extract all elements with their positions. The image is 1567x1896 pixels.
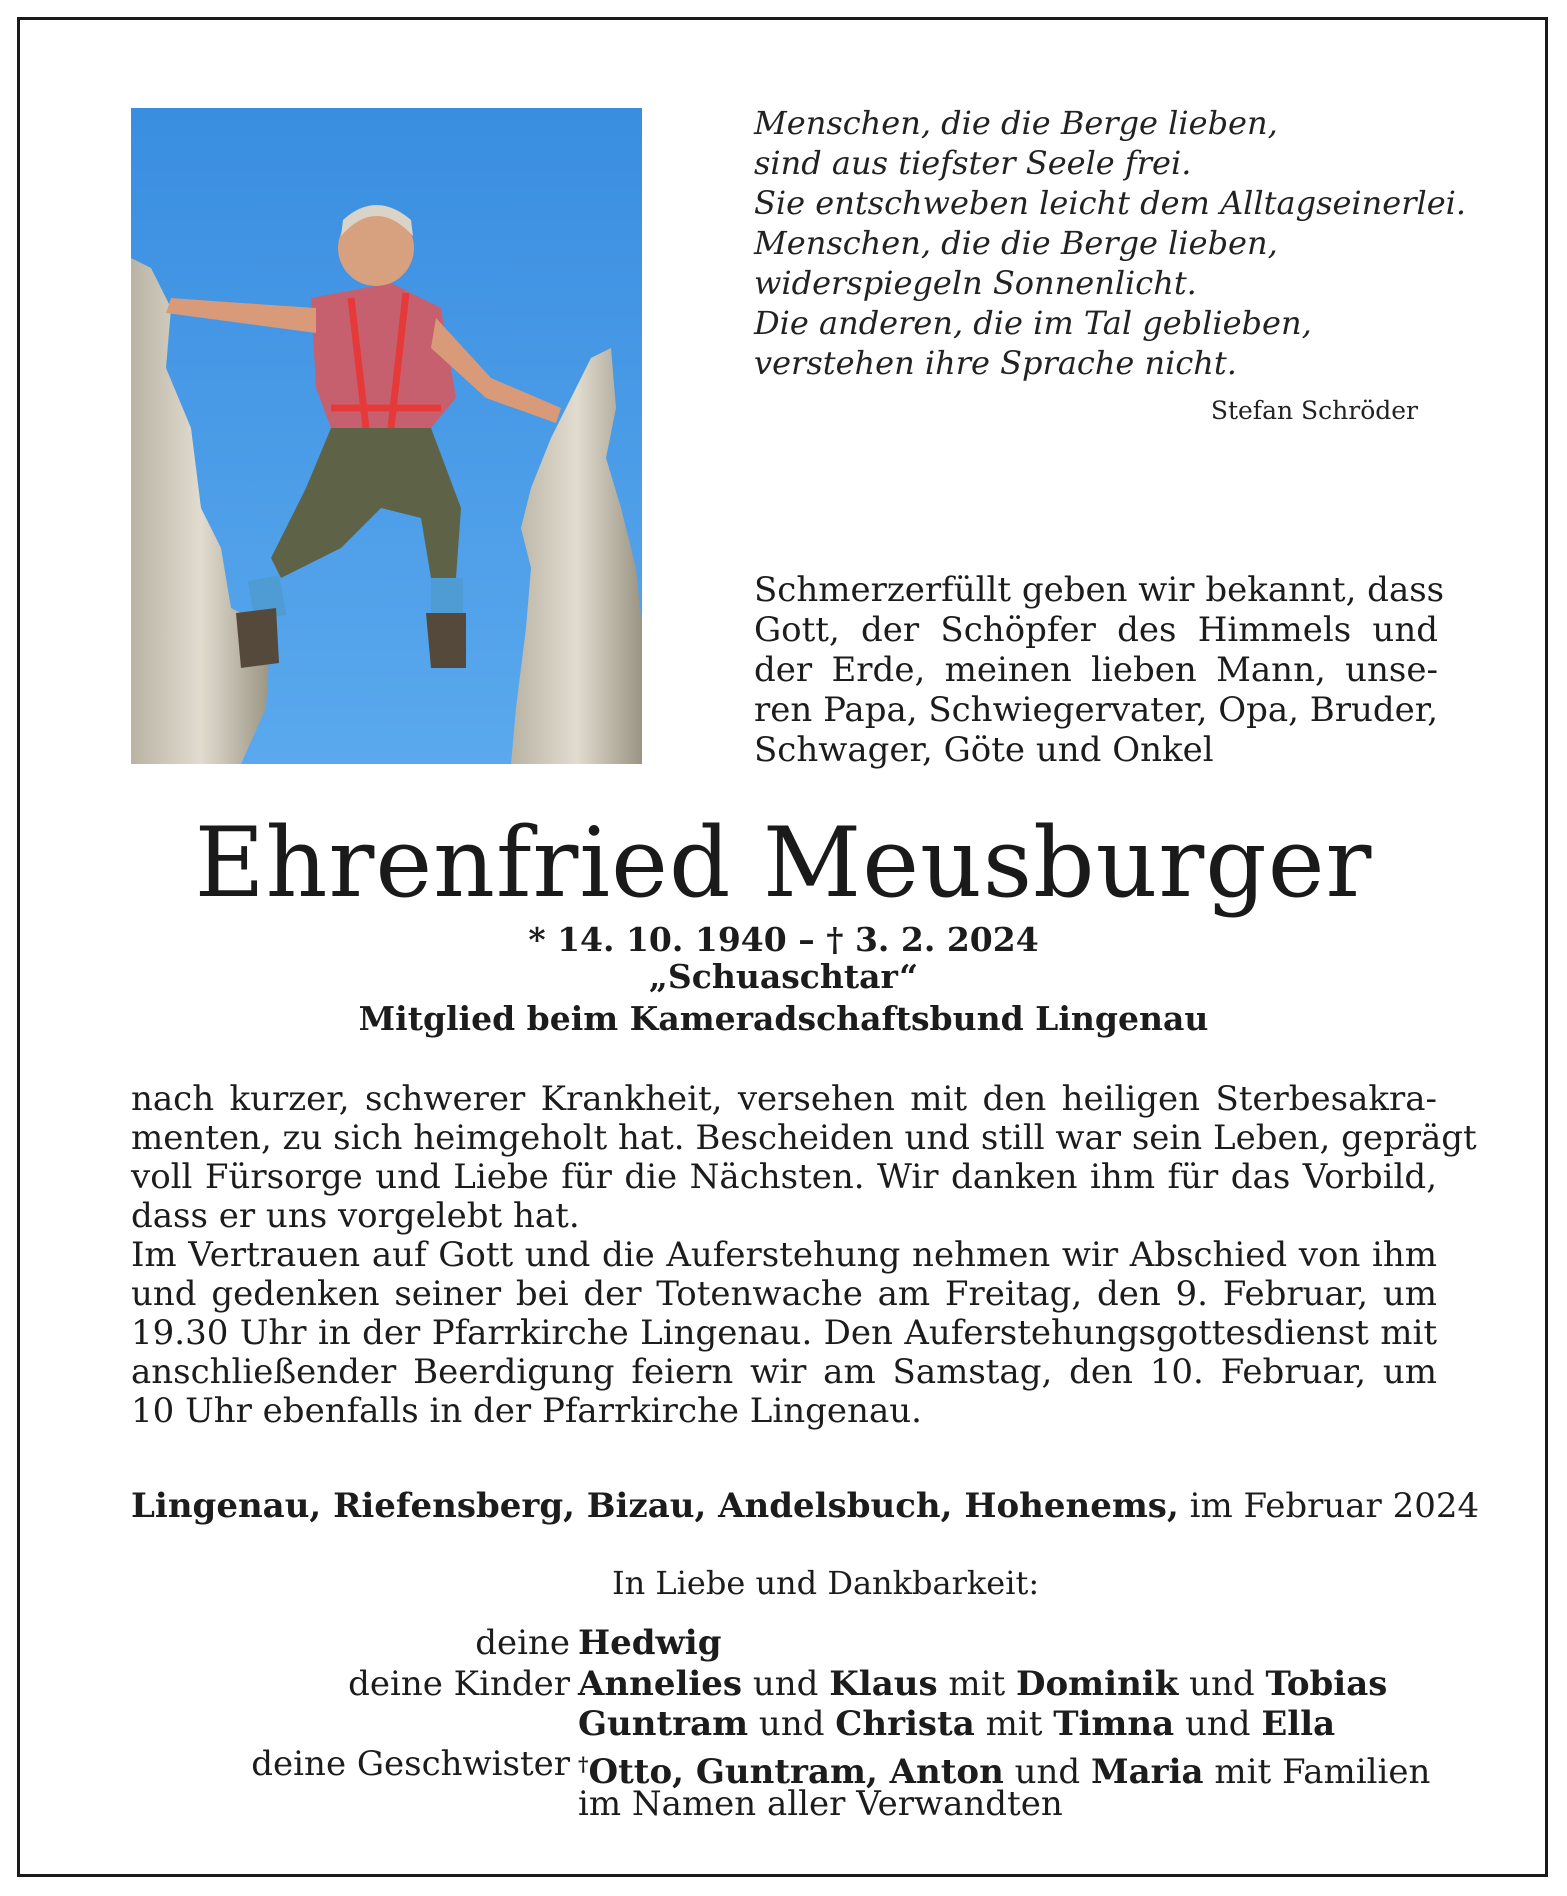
conjunction: und [758, 1704, 825, 1744]
intro-line: Gott, der Schöpfer des Himmels und [754, 610, 1438, 650]
body-line: voll Fürsorge und Liebe für die Nächsten. Wir danken ihm für das Vorbild, [131, 1157, 1437, 1197]
conjunction: und [1184, 1704, 1251, 1744]
poem-line: Sie entschweben leicht dem Alltagseinerlei. [754, 184, 1467, 222]
siblings-label: deine Geschwister [251, 1744, 570, 1784]
body-line: und gedenken seiner bei der Totenwache am Freitag, den 9. Februar, um [131, 1274, 1437, 1314]
conjunction: mit [985, 1704, 1043, 1744]
cross-icon: † [578, 1752, 589, 1776]
grandchild-name: Tobias [1265, 1664, 1388, 1704]
child-name: Annelies [578, 1664, 743, 1704]
poem-line: Die anderen, die im Tal geblieben, [754, 304, 1312, 342]
relatives-line: im Namen aller Verwandten [578, 1784, 1063, 1824]
portrait-photo [131, 108, 642, 764]
partner-name: Christa [835, 1704, 975, 1744]
nickname: „Schuaschtar“ [648, 957, 919, 996]
conjunction: und [1014, 1752, 1081, 1792]
thanks-heading: In Liebe und Dankbarkeit: [612, 1564, 1040, 1602]
wife-name [578, 1623, 722, 1663]
wife: Hedwig [578, 1623, 722, 1663]
places-towns: Lingenau, Riefensberg, Bizau, Andelsbuch, Hohenems, [131, 1486, 1179, 1526]
body-line: dass er uns vorgelebt hat. [131, 1196, 580, 1236]
sibling-name: Maria [1091, 1752, 1204, 1792]
body-line: nach kurzer, schwerer Krankheit, versehen mit den heiligen Sterbesakra- [131, 1079, 1437, 1119]
life-dates: * 14. 10. 1940 – † 3. 2. 2024 [528, 920, 1039, 959]
body-line: menten, zu sich heimgeholt hat. Bescheiden und still war sein Leben, geprägt [131, 1118, 1477, 1158]
intro-line: Schmerzerfüllt geben wir bekannt, dass [754, 570, 1445, 610]
body-line: anschließender Beerdigung feiern wir am Samstag, den 10. Februar, um [131, 1352, 1437, 1392]
poem-author: Stefan Schröder [1210, 396, 1418, 425]
intro-line: ren Papa, Schwiegervater, Opa, Bruder, [754, 690, 1439, 730]
children-label: deine Kinder [348, 1664, 570, 1704]
poem-line: sind aus tiefster Seele frei. [754, 144, 1192, 182]
places-date: im Februar 2024 [1189, 1486, 1480, 1526]
children-line-2 [578, 1704, 1335, 1744]
poem-line: Menschen, die die Berge lieben, [754, 224, 1278, 262]
grandchild-name: Timna [1053, 1704, 1175, 1744]
intro-line: Schwager, Göte und Onkel [754, 730, 1214, 770]
siblings-suffix: mit Familien [1214, 1752, 1431, 1792]
sibling-names: Otto, Guntram, Anton [588, 1752, 1004, 1792]
poem [754, 103, 1467, 383]
deceased-name: Ehrenfried Meusburger [194, 807, 1373, 919]
body-line: Im Vertrauen auf Gott und die Auferstehung nehmen wir Abschied von ihm [131, 1235, 1437, 1275]
poem-line: Menschen, die die Berge lieben, [754, 104, 1278, 142]
membership: Mitglied beim Kameradschaftsbund Lingenau [358, 999, 1209, 1038]
partner-name: Klaus [829, 1664, 938, 1704]
poem-line: widerspiegeln Sonnenlicht. [754, 264, 1197, 302]
conjunction: und [1189, 1664, 1255, 1704]
conjunction: mit [948, 1664, 1006, 1704]
wife-label: deine [475, 1623, 570, 1663]
grandchild-name: Dominik [1016, 1664, 1179, 1704]
body-text [131, 1079, 1477, 1431]
child-name: Guntram [578, 1704, 749, 1744]
intro-line: der Erde, meinen lieben Mann, unse- [754, 650, 1438, 690]
intro-text [754, 570, 1445, 770]
grandchild-name: Ella [1261, 1704, 1336, 1744]
conjunction: und [752, 1664, 819, 1704]
poem-line: verstehen ihre Sprache nicht. [754, 344, 1237, 382]
body-line: 10 Uhr ebenfalls in der Pfarrkirche Lingenau. [131, 1391, 922, 1431]
places-line [131, 1486, 1480, 1526]
children-line-1 [578, 1664, 1387, 1704]
body-line: 19.30 Uhr in der Pfarrkirche Lingenau. Den Auferstehungsgottesdienst mit [131, 1313, 1437, 1353]
